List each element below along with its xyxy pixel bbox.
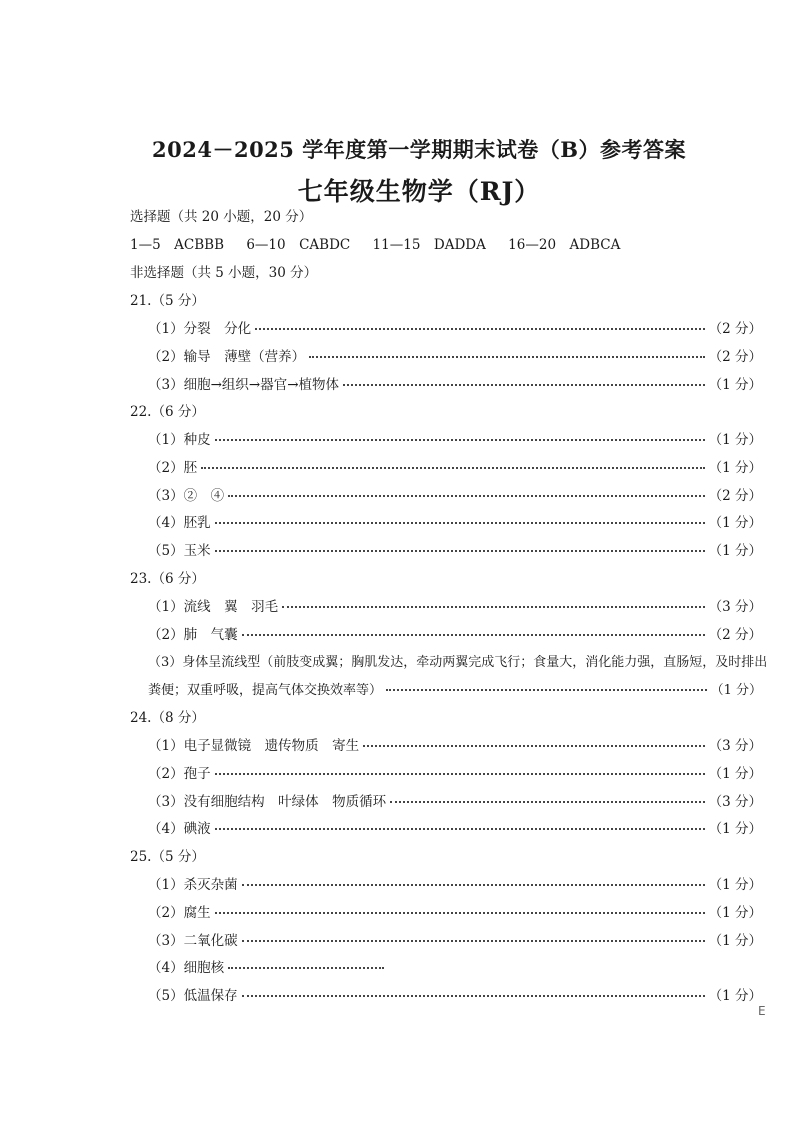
answer-line: （1）流线 翼 羽毛 （3 分） bbox=[148, 599, 762, 615]
answer-line: （3）细胞→组织→器官→植物体 （1 分） bbox=[148, 377, 762, 393]
nonchoice-heading: 非选择题（共 5 小题，30 分） bbox=[130, 265, 318, 281]
choice-group: 6—10 CABDC bbox=[246, 237, 351, 253]
document-title: 2024－2025 学年度第一学期期末试卷（B）参考答案 bbox=[152, 137, 686, 162]
answer-line: （4）细胞核 bbox=[148, 959, 388, 977]
answer-line-wrapped-end: 粪便；双重呼吸，提高气体交换效率等） （1 分） bbox=[148, 683, 762, 698]
answer-line-wrapped: （3）身体呈流线型（前肢变成翼；胸肌发达，牵动两翼完成飞行；食量大，消化能力强，直肠短，及时排出 bbox=[148, 655, 768, 670]
answer-line: （1）电子显微镜 遗传物质 寄生 （3 分） bbox=[148, 738, 762, 754]
answer-line: （2）腐生 （1 分） bbox=[148, 905, 762, 921]
question-label: 23.（6 分） bbox=[130, 571, 205, 587]
answer-line: （3）二氧化碳 （1 分） bbox=[148, 933, 762, 949]
answer-line: （1）杀灭杂菌 （1 分） bbox=[148, 877, 762, 893]
question-label: 21.（5 分） bbox=[130, 293, 205, 309]
answer-line: （2）胚 （1 分） bbox=[148, 460, 762, 476]
question-label: 24.（8 分） bbox=[130, 710, 205, 726]
choice-group: 11—15 DADDA bbox=[372, 237, 486, 253]
answer-line: （4）胚乳 （1 分） bbox=[148, 515, 762, 531]
choice-heading: 选择题（共 20 小题，20 分） bbox=[130, 209, 313, 225]
answer-line: （1）分裂 分化 （2 分） bbox=[148, 321, 762, 337]
answer-line: （1）种皮 （1 分） bbox=[148, 432, 762, 448]
answer-line: （2）输导 薄壁（营养） （2 分） bbox=[148, 349, 762, 365]
answer-line: （3）② ④ （2 分） bbox=[148, 488, 762, 504]
document-subtitle: 七年级生物学（RJ） bbox=[297, 177, 541, 206]
answer-line: （3）没有细胞结构 叶绿体 物质循环 （3 分） bbox=[148, 794, 762, 810]
choice-group: 16—20 ADBCA bbox=[508, 237, 621, 253]
choice-group: 1—5 ACBBB bbox=[130, 237, 225, 253]
answer-line: （4）碘液 （1 分） bbox=[148, 821, 762, 837]
answer-line: （2）肺 气囊 （2 分） bbox=[148, 627, 762, 643]
question-label: 22.（6 分） bbox=[130, 404, 205, 420]
question-label: 25.（5 分） bbox=[130, 849, 205, 865]
answer-line: （5）玉米 （1 分） bbox=[148, 543, 762, 559]
choice-answers bbox=[130, 236, 638, 254]
answer-line: （2）孢子 （1 分） bbox=[148, 766, 762, 782]
answer-line: （5）低温保存 （1 分） bbox=[148, 988, 762, 1004]
corner-mark: E bbox=[758, 1004, 766, 1018]
